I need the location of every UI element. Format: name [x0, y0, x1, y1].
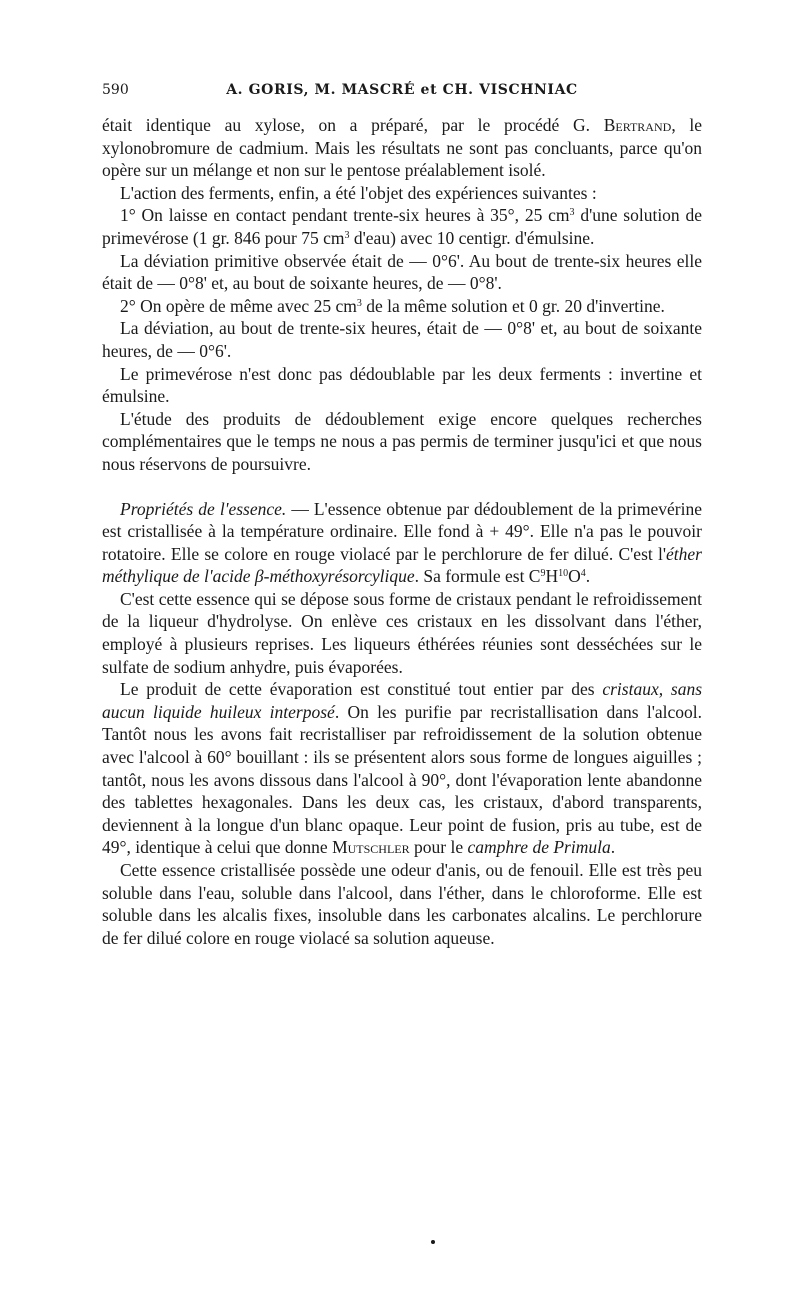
text-run: O: [568, 566, 581, 587]
author-name-mutschler: Mutschler: [332, 837, 410, 858]
paragraph-7: Le primevérose n'est donc pas dédoublable par les deux ferments : invertine et émulsine.: [102, 363, 702, 407]
text-run: pour le: [409, 837, 468, 858]
paragraph-10: C'est cette essence qui se dépose sous forme de cristaux pendant le refroidissement de la liqueur d'hydrolyse. On enlève ces cristaux en les dissolvant dans l'éther, employé à plusieurs reprises. Les liqueurs éthérées réunies sont desséchées sur le sulfate de sodium anhydre, puis évaporées.: [102, 588, 702, 677]
superscript: 9: [540, 568, 546, 580]
paragraph-3: [102, 204, 702, 249]
text-run: d'une solution de primevérose (1 gr. 846 pour 75 cm: [102, 205, 702, 248]
superscript: 10: [558, 568, 569, 580]
text-run: . On les purifie par recristallisation dans l'alcool. Tantôt nous les avons fait recristalliser par refroidissement de la solution obtenue avec l'alcool à 60° bouillant : ils se présentent alors sous forme de longues aiguilles ; tantôt, nous les avons dissous dans l'alcool à 90°, dont l'évaporation lente abandonne des tablettes hexagonales. Dans les deux cas, les cristaux, d'abord transparents, deviennent à la longue d'un blanc opaque. Leur point de fusion, pris au tube, est de 49°, identique à celui que donne: [102, 701, 702, 858]
paragraph-11: [102, 678, 702, 859]
paragraph-4: La déviation primitive observée était de — 0°6'. Au bout de trente-six heures elle était de — 0°8' et, au bout de soixante heures, de — 0°8'.: [102, 250, 702, 294]
paragraph-9: [102, 498, 702, 588]
page-mark: [431, 1240, 435, 1244]
text-run: .: [610, 837, 616, 858]
superscript: 3: [569, 207, 575, 219]
text-run: — L'essence obtenue par dédoublement de la primevérine est cristallisée à la température ordinaire. Elle fond à + 49°. Elle n'a pas le pouvoir rotatoire. Elle se colore en rouge violacé par le perchlorure de fer dilué. C'est l': [102, 498, 702, 564]
text-run: de la même solution et 0 gr. 20 d'invertine.: [361, 295, 665, 316]
section-gap: [102, 476, 702, 498]
section-heading: Propriétés de l'essence.: [120, 498, 287, 519]
page-number: 590: [102, 82, 129, 98]
text-run: Le produit de cette évaporation est constitué tout entier par des: [120, 679, 603, 700]
text-run: était identique au xylose, on a préparé, par le procédé G.: [102, 115, 604, 135]
text-run: , le xylonobromure de cadmium. Mais les résultats ne sont pas concluants, parce qu'on opère sur un mélange et non sur le pentose préalablement isolé.: [102, 115, 702, 181]
running-title: A. GORIS, M. MASCRÉ et CH. VISCHNIAC: [226, 82, 578, 98]
paragraph-8: L'étude des produits de dédoublement exige encore quelques recherches complémentaires que le temps ne nous a pas permis de terminer jusqu'ici et que nous nous réservons de poursuivre.: [102, 408, 702, 474]
superscript: 3: [356, 297, 362, 309]
paragraph-2: L'action des ferments, enfin, a été l'objet des expériences suivantes :: [120, 182, 597, 203]
paragraph-1: [102, 114, 702, 182]
author-name-bertrand: Bertrand: [603, 115, 672, 135]
text-run: . Sa formule est C: [414, 566, 541, 587]
text-run: 1° On laisse en contact pendant trente-six heures à 35°, 25 cm: [120, 205, 570, 226]
body-text: [102, 114, 702, 949]
paragraph-6: La déviation, au bout de trente-six heures, était de — 0°8' et, au bout de soixante heures, de — 0°6'.: [102, 318, 702, 361]
text-run: .: [585, 566, 591, 587]
italic-text: camphre de Primula: [467, 837, 611, 858]
italic-text: éther méthylique de l'acide β-méthoxyrésorcylique: [102, 543, 702, 587]
page-header: [102, 80, 702, 104]
superscript: 3: [344, 229, 350, 241]
paragraph-12: Cette essence cristallisée possède une odeur d'anis, ou de fenouil. Elle est très peu soluble dans l'eau, soluble dans l'alcool, dans l'éther, dans le chloroforme. Elle est soluble dans les alcalis fixes, insoluble dans les carbonates alcalins. Le perchlorure de fer dilué colore en rouge violacé sa solution aqueuse.: [102, 860, 702, 948]
paragraph-5: [102, 295, 702, 318]
text-run: 2° On opère de même avec 25 cm: [120, 295, 357, 316]
text-run: H: [545, 566, 559, 587]
text-run: d'eau) avec 10 centigr. d'émulsine.: [349, 227, 595, 248]
superscript: 4: [580, 568, 586, 580]
italic-text: cristaux, sans aucun liquide huileux interposé: [102, 679, 703, 722]
